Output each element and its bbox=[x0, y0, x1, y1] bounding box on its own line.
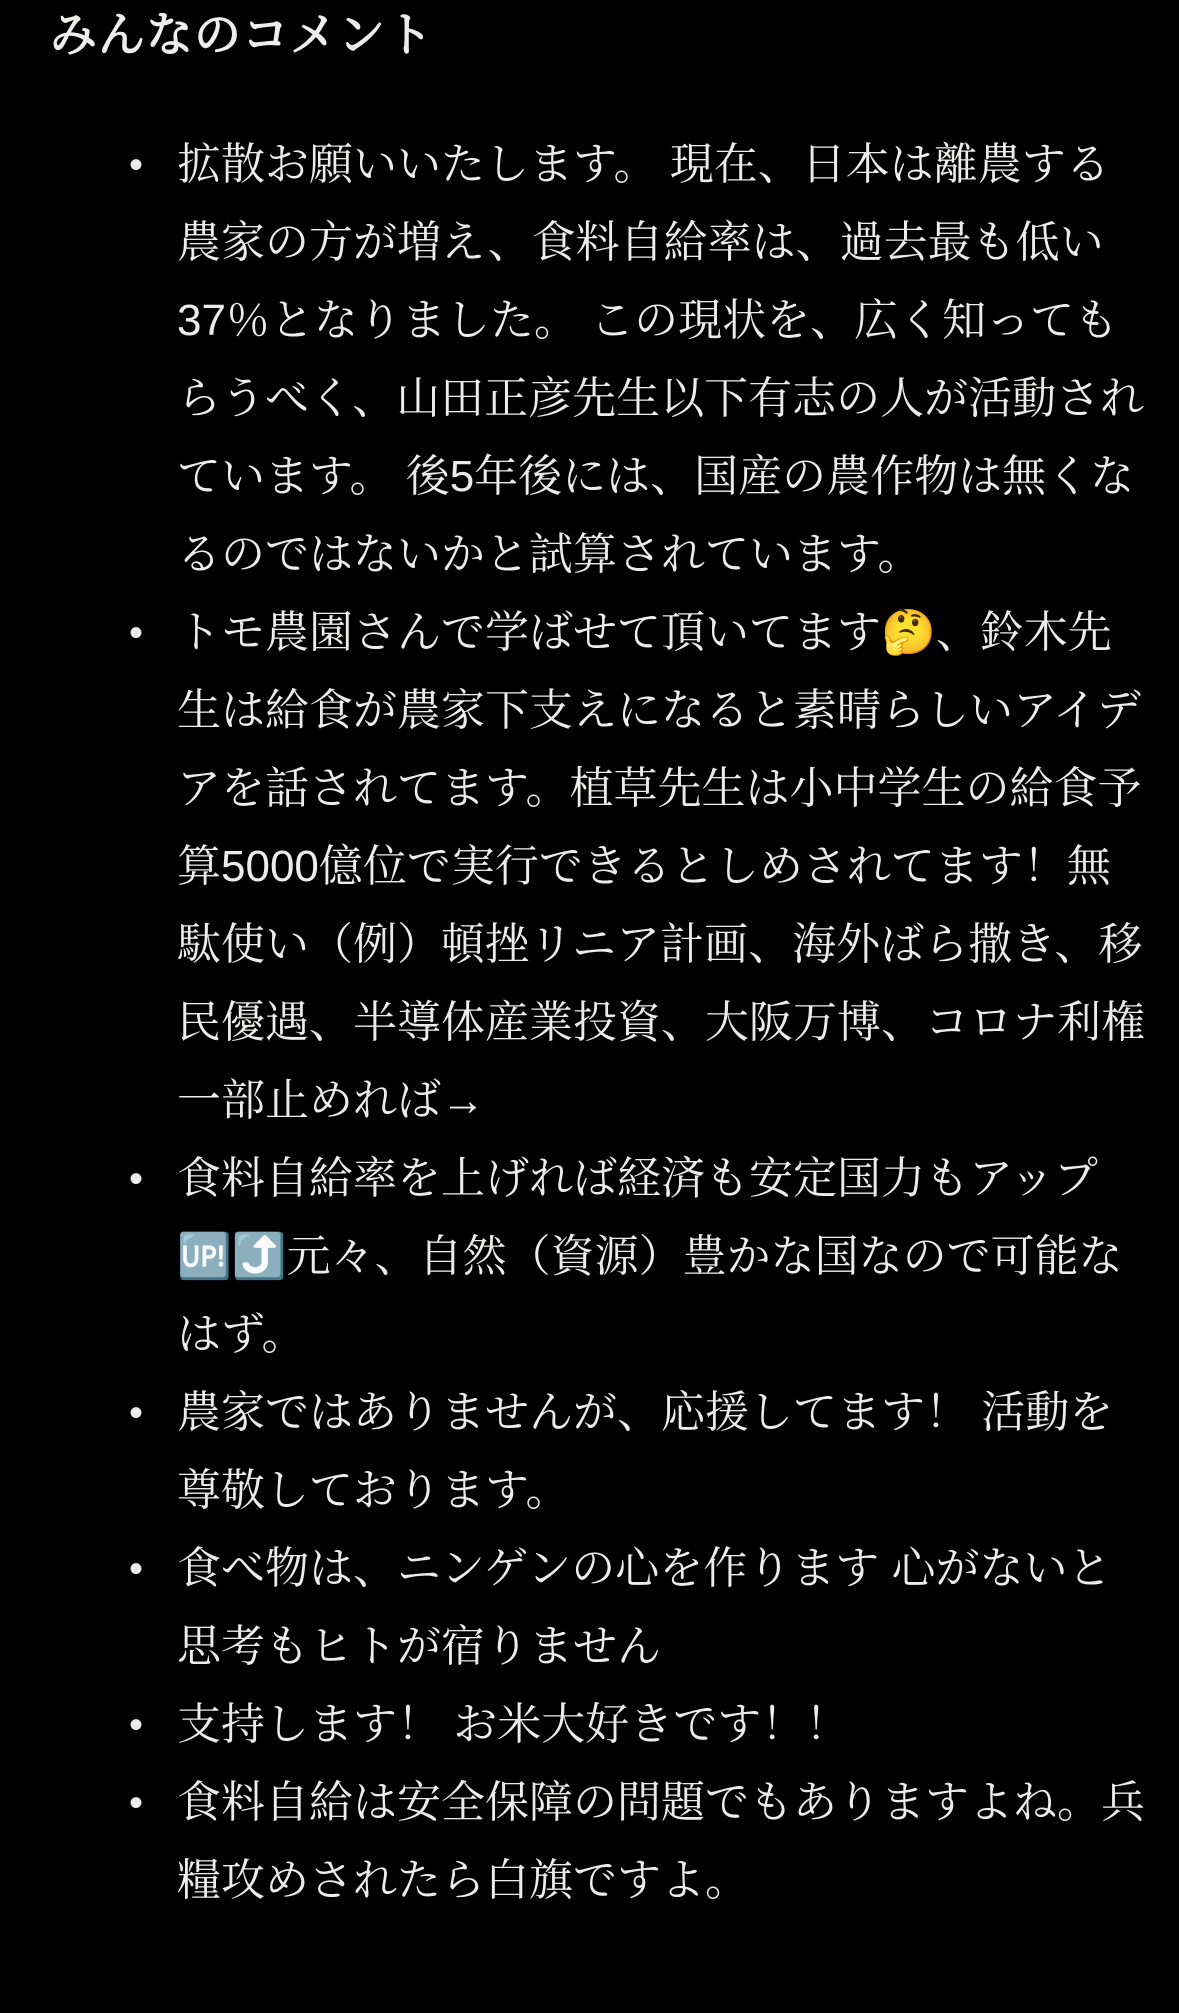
bullet-icon: • bbox=[129, 611, 144, 655]
comment-text: 農家ではありませんが、応援してます！ 活動を尊敬しております。 bbox=[177, 1388, 1114, 1515]
comment-text: 食料自給率を上げれば経済も安定国力もアップ🆙⤴️元々、自然（資源）豊かな国なので可能なはず。 bbox=[177, 1154, 1123, 1359]
page-title: みんなのコメント bbox=[50, 8, 434, 61]
bullet-icon: • bbox=[129, 1703, 144, 1747]
bullet-icon: • bbox=[129, 143, 144, 187]
bullet-icon: • bbox=[129, 1547, 144, 1591]
comment-list bbox=[0, 126, 1179, 1920]
comment-text: 拡散お願いいたします。 現在、日本は離農する農家の方が増え、食料自給率は、過去最も低い37％となりました。 この現状を、広く知ってもらうべく、山田正彦先生以下有志の人が活動されています。 後5年後には、国産の農作物は無くなるのではないかと試算されています。 bbox=[177, 140, 1145, 579]
comment-text: 支持します！ お米大好きです！！ bbox=[177, 1700, 850, 1749]
bullet-icon: • bbox=[129, 1391, 144, 1435]
comment-text: 食料自給は安全保障の問題でもありますよね。兵糧攻めされたら白旗ですよ。 bbox=[177, 1778, 1145, 1905]
comment-item bbox=[129, 1764, 1145, 1920]
comment-item bbox=[129, 1374, 1145, 1530]
comment-item bbox=[129, 1686, 1145, 1764]
comment-item bbox=[129, 1140, 1145, 1374]
comment-item bbox=[129, 126, 1145, 594]
comment-item bbox=[129, 1530, 1145, 1686]
comment-item bbox=[129, 594, 1145, 1140]
bullet-icon: • bbox=[129, 1157, 144, 1201]
comment-text: トモ農園さんで学ばせて頂いてます🤔、鈴木先生は給食が農家下支えになると素晴らしいアイデアを話されてます。植草先生は小中学生の給食予算5000億位で実行できるとしめされてます！無駄使い（例）頓挫リニア計画、海外ばら撒き、移民優遇、半導体産業投資、大阪万博、コロナ利権一部止めれば→ bbox=[177, 608, 1145, 1125]
bullet-icon: • bbox=[129, 1781, 144, 1825]
comment-text: 食べ物は、ニンゲンの心を作ります 心がないと 思考もヒトが宿りません bbox=[177, 1544, 1112, 1671]
